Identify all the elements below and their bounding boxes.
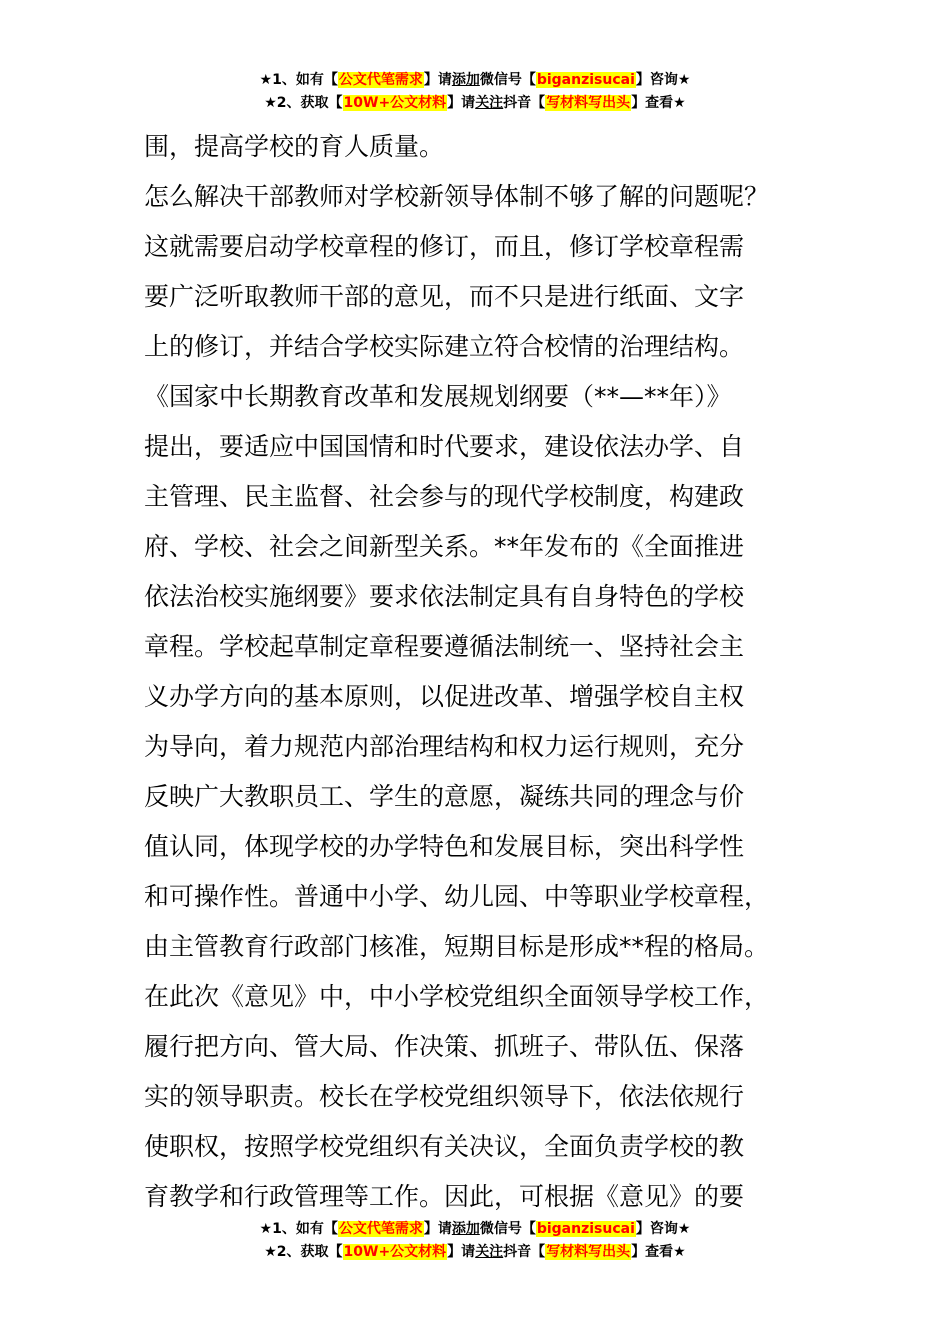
body-line: 章程。学校起草制定章程要遵循法制统一、坚持社会主 bbox=[144, 632, 745, 661]
body-line: 和可操作性。普通中小学、幼儿园、中等职业学校章程， bbox=[144, 882, 770, 911]
body-line: 义办学方向的基本原则，以促进改革、增强学校自主权 bbox=[144, 682, 745, 711]
highlight-materials: 10W+公文材料 bbox=[343, 95, 447, 111]
body-line: 使职权，按照学校党组织有关决议，全面负责学校的教 bbox=[144, 1132, 745, 1161]
body-line: 履行把方向、管大局、作决策、抓班子、带队伍、保落 bbox=[144, 1032, 745, 1061]
banner-line-1: ★1、如有【公文代笔需求】请添加微信号【biganzisucai】咨询★ bbox=[259, 72, 691, 88]
highlight-service: 公文代笔需求 bbox=[338, 72, 423, 88]
body-line: 围，提高学校的育人质量。 bbox=[144, 132, 445, 161]
body-line: 在此次《意见》中，中小学校党组织全面领导学校工作， bbox=[144, 982, 770, 1011]
banner-line-2: ★2、获取【10W+公文材料】请关注抖音【写材料写出头】查看★ bbox=[264, 1244, 686, 1260]
header-banner bbox=[0, 69, 950, 115]
document-body bbox=[144, 122, 834, 1222]
banner-line-1: ★1、如有【公文代笔需求】请添加微信号【biganzisucai】咨询★ bbox=[259, 1221, 691, 1237]
highlight-wechat-id: biganzisucai bbox=[536, 72, 635, 88]
body-line: 由主管教育行政部门核准，短期目标是形成**程的格局。 bbox=[144, 932, 770, 961]
body-line: 值认同，体现学校的办学特色和发展目标，突出科学性 bbox=[144, 832, 745, 861]
highlight-douyin: 写材料写出头 bbox=[546, 95, 631, 111]
highlight-wechat-id: biganzisucai bbox=[536, 1221, 635, 1237]
footer-banner bbox=[0, 1218, 950, 1264]
body-line: 府、学校、社会之间新型关系。**年发布的《全面推进 bbox=[144, 532, 745, 561]
body-line: 提出，要适应中国国情和时代要求，建设依法办学、自 bbox=[144, 432, 745, 461]
body-line: 《国家中长期教育改革和发展规划纲要（**—**年）》 bbox=[144, 382, 732, 411]
body-line: 上的修订，并结合学校实际建立符合校情的治理结构。 bbox=[144, 332, 745, 361]
body-line: 要广泛听取教师干部的意见，而不只是进行纸面、文字 bbox=[144, 282, 745, 311]
body-line: 实的领导职责。校长在学校党组织领导下，依法依规行 bbox=[144, 1082, 745, 1111]
banner-line-2: ★2、获取【10W+公文材料】请关注抖音【写材料写出头】查看★ bbox=[264, 95, 686, 111]
body-line: 怎么解决干部教师对学校新领导体制不够了解的问题呢？ bbox=[144, 182, 770, 211]
highlight-douyin: 写材料写出头 bbox=[546, 1244, 631, 1260]
highlight-materials: 10W+公文材料 bbox=[343, 1244, 447, 1260]
body-line: 依法治校实施纲要》要求依法制定具有自身特色的学校 bbox=[144, 582, 745, 611]
body-line: 主管理、民主监督、社会参与的现代学校制度，构建政 bbox=[144, 482, 745, 511]
body-line: 反映广大教职员工、学生的意愿，凝练共同的理念与价 bbox=[144, 782, 745, 811]
body-line: 育教学和行政管理等工作。因此，可根据《意见》的要 bbox=[144, 1182, 745, 1211]
body-line: 这就需要启动学校章程的修订，而且，修订学校章程需 bbox=[144, 232, 745, 261]
body-line: 为导向，着力规范内部治理结构和权力运行规则，充分 bbox=[144, 732, 745, 761]
highlight-service: 公文代笔需求 bbox=[338, 1221, 423, 1237]
